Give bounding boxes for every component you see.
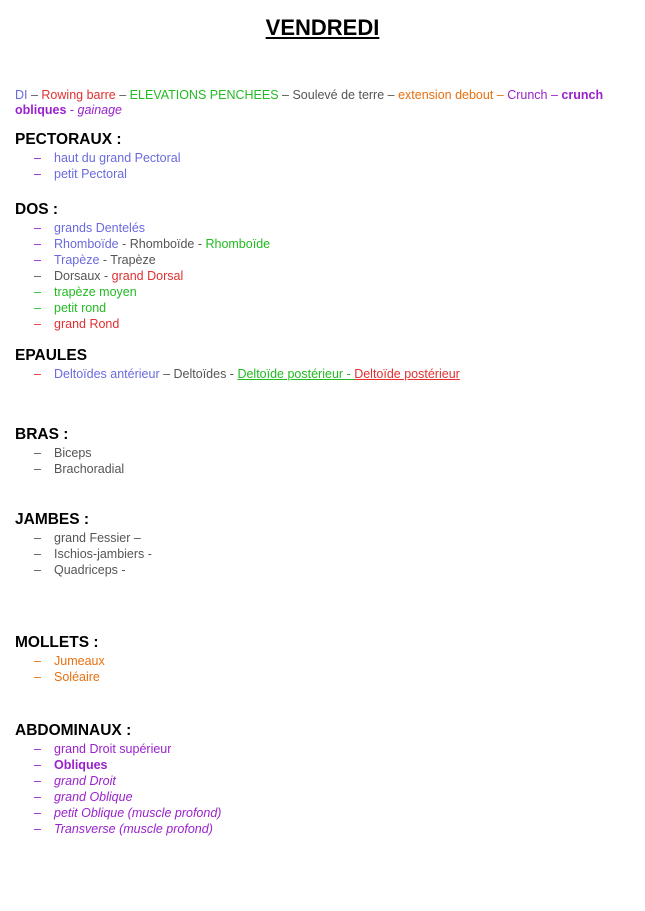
list-item: [15, 252, 635, 268]
muscle-list: [15, 445, 635, 477]
list-item: [15, 220, 635, 236]
list-item: [15, 546, 635, 562]
list-item: [15, 530, 635, 546]
section-heading: DOS :: [15, 201, 59, 218]
section-dos: [15, 201, 635, 332]
dash-bullet: –: [34, 237, 41, 251]
list-item: [15, 669, 635, 685]
list-item: [15, 562, 635, 578]
section-mollets: [15, 634, 635, 685]
dash-bullet: –: [34, 462, 41, 476]
text-fragment: DI: [15, 88, 28, 102]
text-fragment: – Deltoïdes -: [159, 367, 238, 381]
text-fragment: -: [66, 103, 78, 117]
dash-bullet: –: [34, 285, 41, 299]
list-item: [15, 757, 635, 773]
text-fragment: crunch obliques: [15, 88, 604, 117]
text-fragment: grand Rond: [54, 317, 120, 331]
dash-bullet: –: [34, 758, 41, 772]
section-heading: JAMBES :: [15, 511, 90, 528]
text-fragment: Ischios-jambiers -: [54, 547, 152, 561]
text-fragment: Transverse (muscle profond): [54, 822, 213, 836]
text-fragment: gainage: [77, 103, 123, 117]
text-fragment: Trapèze: [54, 253, 100, 267]
text-fragment: Obliques: [54, 758, 108, 772]
text-fragment: grands Dentelés: [54, 221, 146, 235]
list-item: [15, 653, 635, 669]
section-heading: BRAS :: [15, 426, 69, 443]
text-fragment: petit Oblique (muscle profond): [54, 806, 222, 820]
list-item: [15, 741, 635, 757]
text-fragment: ELEVATIONS PENCHEES: [129, 88, 279, 102]
text-fragment: Crunch: [507, 88, 548, 102]
text-fragment: Brachoradial: [54, 462, 125, 476]
text-fragment: grand Droit supérieur: [54, 742, 172, 756]
list-item: [15, 268, 635, 284]
text-fragment: Deltoïdes antérieur: [54, 367, 160, 381]
muscle-list: [15, 530, 635, 578]
muscle-list: [15, 653, 635, 685]
text-fragment: grand Droit: [54, 774, 116, 788]
list-item: [15, 789, 635, 805]
dash-bullet: –: [34, 806, 41, 820]
section-jambes: [15, 511, 635, 578]
list-item: [15, 366, 635, 382]
text-fragment: trapèze moyen: [54, 285, 137, 299]
page-title: VENDREDI: [265, 15, 380, 40]
text-fragment: Deltoïde postérieur -: [237, 367, 355, 381]
list-item: [15, 773, 635, 789]
list-item: [15, 166, 635, 182]
dash-bullet: –: [34, 167, 41, 181]
text-fragment: - Trapèze: [99, 253, 156, 267]
text-fragment: –: [493, 88, 508, 102]
list-item: [15, 316, 635, 332]
dash-bullet: –: [34, 822, 41, 836]
dash-bullet: –: [34, 742, 41, 756]
section-heading: EPAULES: [15, 347, 88, 364]
exercise-list-line: [15, 88, 635, 118]
text-fragment: petit rond: [54, 301, 107, 315]
text-fragment: haut du grand Pectoral: [54, 151, 181, 165]
dash-bullet: –: [34, 269, 41, 283]
section-bras: [15, 426, 635, 477]
muscle-list: [15, 741, 635, 837]
list-item: [15, 150, 635, 166]
dash-bullet: –: [34, 301, 41, 315]
dash-bullet: –: [34, 531, 41, 545]
muscle-list: [15, 150, 635, 182]
list-item: [15, 284, 635, 300]
section-epaules: [15, 347, 635, 382]
text-fragment: –: [384, 88, 399, 102]
text-fragment: Rhomboïde: [205, 237, 271, 251]
dash-bullet: –: [34, 446, 41, 460]
dash-bullet: –: [34, 151, 41, 165]
section-heading: PECTORAUX :: [15, 131, 122, 148]
text-fragment: Rhomboïde: [54, 237, 119, 251]
text-fragment: Soléaire: [54, 670, 100, 684]
dash-bullet: –: [34, 774, 41, 788]
dash-bullet: –: [34, 253, 41, 267]
muscle-list: [15, 366, 635, 382]
text-fragment: Quadriceps -: [54, 563, 126, 577]
list-item: [15, 805, 635, 821]
text-fragment: Rowing barre: [41, 88, 116, 102]
text-fragment: –: [278, 88, 293, 102]
list-item: [15, 821, 635, 837]
list-item: [15, 236, 635, 252]
text-fragment: -: [100, 269, 112, 283]
text-fragment: - Rhomboïde -: [118, 237, 206, 251]
text-fragment: –: [115, 88, 130, 102]
text-fragment: grand Oblique: [54, 790, 133, 804]
text-fragment: Biceps: [54, 446, 92, 460]
section-heading: ABDOMINAUX :: [15, 722, 132, 739]
muscle-list: [15, 220, 635, 332]
text-fragment: grand Fessier –: [54, 531, 141, 545]
dash-bullet: –: [34, 317, 41, 331]
dash-bullet: –: [34, 654, 41, 668]
text-fragment: extension debout: [398, 88, 494, 102]
text-fragment: –: [27, 88, 42, 102]
dash-bullet: –: [34, 563, 41, 577]
dash-bullet: –: [34, 367, 41, 381]
list-item: [15, 445, 635, 461]
text-fragment: Deltoïde postérieur: [354, 367, 460, 381]
text-fragment: Soulevé de terre: [292, 88, 385, 102]
dash-bullet: –: [34, 547, 41, 561]
dash-bullet: –: [34, 670, 41, 684]
text-fragment: –: [547, 88, 562, 102]
text-fragment: petit Pectoral: [54, 167, 127, 181]
list-item: [15, 461, 635, 477]
section-pectoraux: [15, 131, 635, 182]
section-heading: MOLLETS :: [15, 634, 99, 651]
dash-bullet: –: [34, 221, 41, 235]
dash-bullet: –: [34, 790, 41, 804]
text-fragment: Dorsaux: [54, 269, 101, 283]
text-fragment: Jumeaux: [54, 654, 105, 668]
list-item: [15, 300, 635, 316]
section-abdominaux: [15, 722, 635, 837]
text-fragment: grand Dorsal: [111, 269, 184, 283]
